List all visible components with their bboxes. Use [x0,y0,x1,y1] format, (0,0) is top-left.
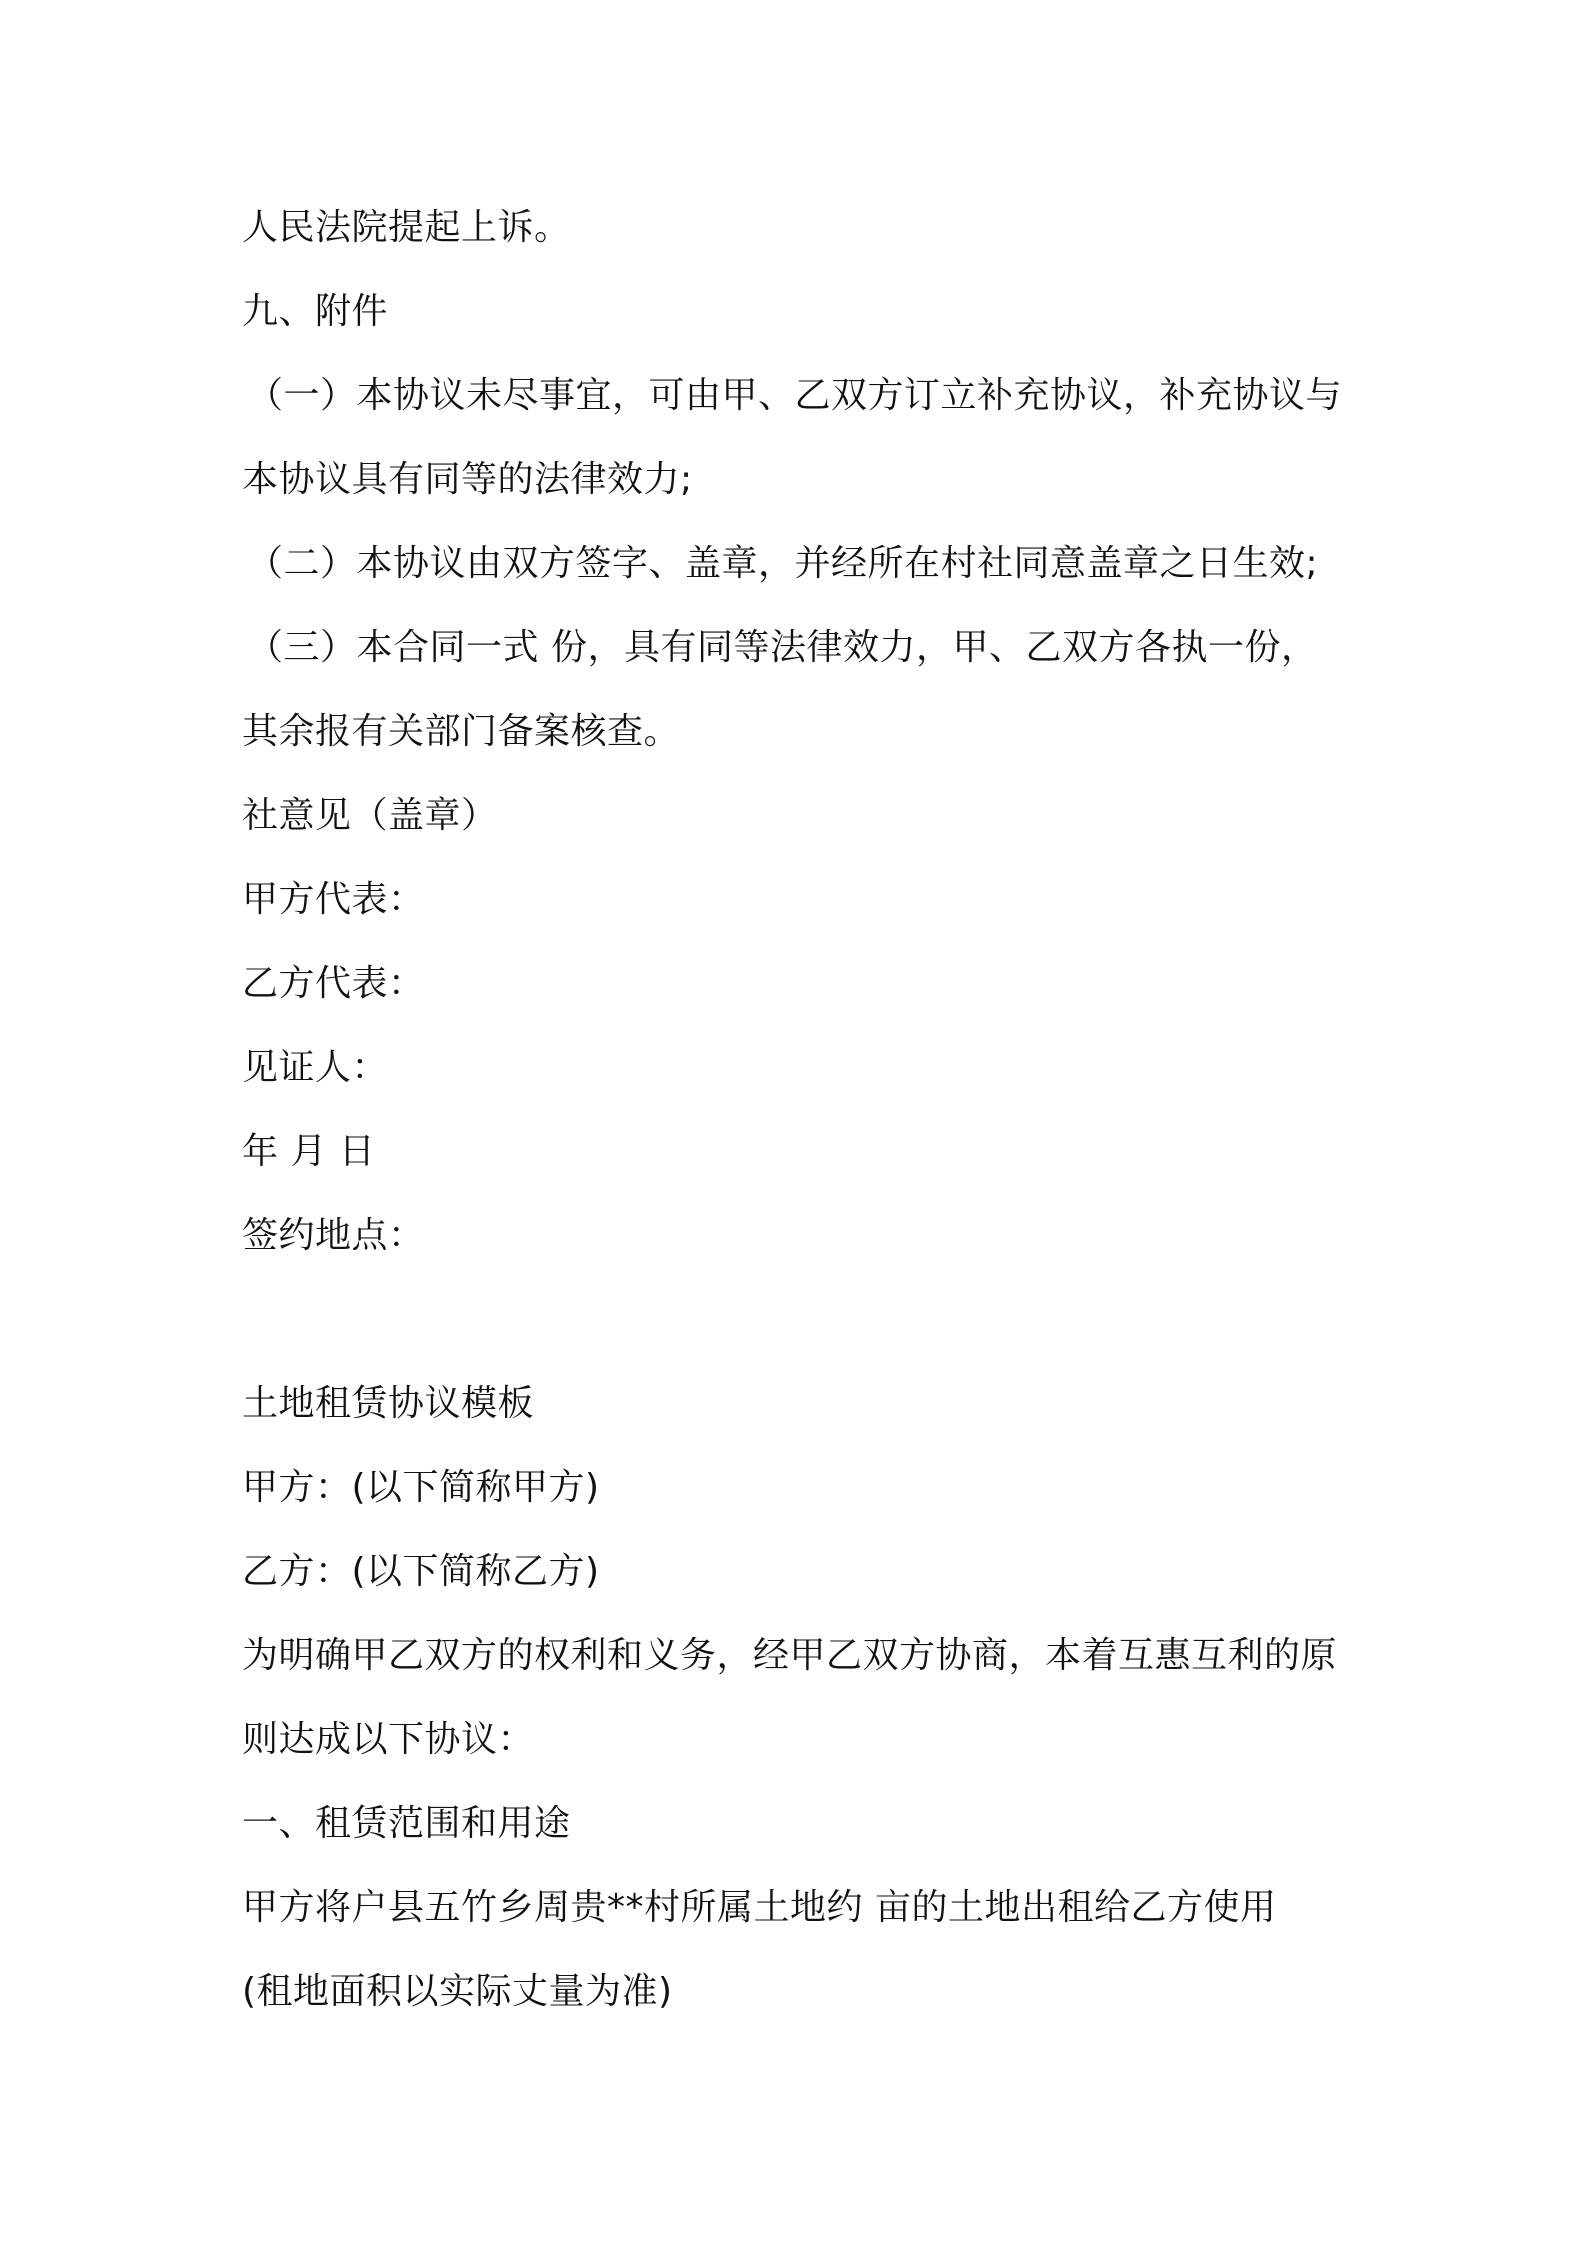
clause-3-line-1: （三）本合同一式 份，具有同等法律效力，甲、乙双方各执一份， [247,627,1318,668]
party-b-line: 乙方：(以下简称乙方) [242,1551,600,1592]
scope-text-line-1: 甲方将户县五竹乡周贵**村所属土地约 亩的土地出租给乙方使用 [242,1887,1277,1928]
party-b-representative-label: 乙方代表： [242,963,425,1004]
preamble-line-1: 为明确甲乙双方的权利和义务，经甲乙双方协商，本着互惠互利的原 [242,1635,1338,1676]
section-heading-scope: 一、租赁范围和用途 [242,1803,571,1844]
party-a-representative-label: 甲方代表： [242,879,425,920]
paragraph-appeal-end: 人民法院提起上诉。 [242,207,571,248]
scope-text-line-2: (租地面积以实际丈量为准) [242,1971,673,2012]
preamble-line-2: 则达成以下协议： [242,1719,535,1760]
clause-3-line-2: 其余报有关部门备案核查。 [242,711,681,752]
clause-1-line-1: （一）本协议未尽事宜，可由甲、乙双方订立补充协议，补充协议与 [247,375,1343,416]
clause-1-line-2: 本协议具有同等的法律效力; [242,459,693,500]
document-title: 土地租赁协议模板 [242,1383,535,1424]
village-opinion-label: 社意见（盖章） [242,795,498,836]
signing-place-label: 签约地点： [242,1215,425,1256]
witness-label: 见证人： [242,1047,389,1088]
date-label: 年 月 日 [242,1131,376,1172]
section-heading-attachments: 九、附件 [242,291,389,332]
party-a-line: 甲方：(以下简称甲方) [242,1467,600,1508]
clause-2: （二）本协议由双方签字、盖章，并经所在村社同意盖章之日生效; [247,543,1319,584]
